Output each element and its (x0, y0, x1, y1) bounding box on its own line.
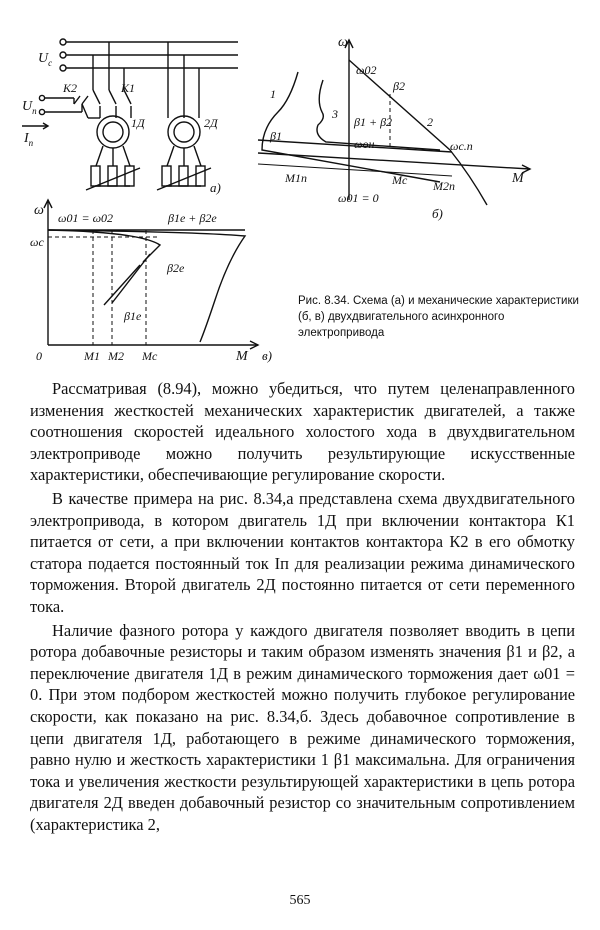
page-number: 565 (289, 893, 311, 908)
chart-b-curve2-label: 2 (427, 115, 433, 129)
chart-b-omega: ω (338, 35, 348, 50)
chart-c-zero: 0 (36, 349, 42, 363)
label-k2: K2 (63, 81, 78, 95)
chart-c-beta1e: β1e (124, 309, 142, 323)
paragraph-3: Наличие фазного ротора у каждого двигателя позволяет вводить в цепи ротора добавочные резисторы и таким образом изменять значения β1 и β2, а переключение двигателя 1Д в режим динамического торможения дает ω01 = 0. При этом подбором жесткостей можно получить глубокое регулирование скорости, как показано на рис. 8.34,б. Здесь добавочное сопротивление в цепи двигателя 1Д, работающего в режиме динамического торможения, равно нулю и жесткость характеристики 1 β1 максимальна. Для ограничения тока и увеличения жесткости результирующей характеристики в цепь ротора двигателя 2Д введен добавочный резистор со значительным сопротивлением (характеристика 2, (30, 620, 575, 834)
label-k1: K1 (121, 81, 136, 95)
chart-b-m: M (512, 171, 524, 186)
chart-c-omega-c: ωс (30, 235, 44, 249)
chart-b-omega01: ω01 = 0 (338, 191, 379, 205)
chart-c-mc: Mc (142, 349, 158, 363)
chart-b-m2n: M2п (433, 179, 455, 193)
chart-c-beta-sum: β1e + β2e (168, 211, 217, 225)
chart-b-mc: Mc (392, 173, 408, 187)
panel-b-label: б) (432, 206, 443, 221)
chart-c-omega: ω (34, 203, 44, 218)
schematic-a (22, 39, 238, 190)
chart-c-omega-eq: ω01 = ω02 (58, 211, 114, 225)
chart-b-labels (269, 35, 525, 221)
chart-c-m1: M1 (84, 349, 100, 363)
label-un: $U_п$ (22, 99, 37, 116)
chart-b-beta2: β2 (393, 79, 405, 93)
label-1d: 1Д (131, 116, 145, 130)
label-in: $I_п$ (24, 131, 34, 148)
chart-b-omega-cp: ωс.п (450, 139, 473, 153)
paragraph-2: В качестве примера на рис. 8.34,а представлена схема двухдвигательного электропривода, в котором двигатель 1Д при включении контактора К1 питается от сети, а при включении контактов контактора К2 в его обмотку статора подается постоянный ток Iп для реализации режима динамического торможения. Второй двигатель 2Д постоянно питается от сети переменного тока. (30, 488, 575, 616)
chart-b-beta1: β1 (270, 129, 282, 143)
panel-c-label: в) (262, 348, 272, 363)
chart-c-m2: M2 (108, 349, 124, 363)
chart-c-beta2e: β2e (167, 261, 185, 275)
label-2d: 2Д (204, 116, 218, 130)
schematic-labels (22, 51, 221, 195)
chart-c-labels (30, 203, 272, 364)
chart-b-omega-on: ωон (354, 137, 375, 151)
label-uc: $U_c$ (38, 51, 53, 68)
chart-b-m1n: M1п (285, 171, 307, 185)
chart-c-m: M (236, 349, 248, 364)
chart-b-beta-sum: β1 + β2 (354, 115, 393, 129)
chart-b-curve3-label: 3 (332, 107, 338, 121)
chart-b-curve1-label: 1 (270, 87, 276, 101)
paragraph-1: Рассматривая (8.94), можно убедиться, что путем целенаправленного изменения жесткостей механических характеристик двигателей, а также соотношения скоростей идеального холостого хода в двухдвигательном электроприводе можно получить результирующие искусственные характеристики, обеспечивающие регулирование скорости. (30, 379, 575, 485)
chart-b-omega02: ω02 (356, 63, 377, 77)
chart-c-curve-beta1e (104, 265, 140, 305)
chart-c-curve-beta2e (48, 230, 160, 262)
body-text (30, 378, 575, 835)
panel-a-label: a) (210, 180, 221, 195)
chart-b-curve-2 (349, 60, 487, 205)
figure-caption: Рис. 8.34. Схема (а) и механические характеристики (б, в) двухдвигательного асинхронного электропривода (298, 295, 579, 339)
